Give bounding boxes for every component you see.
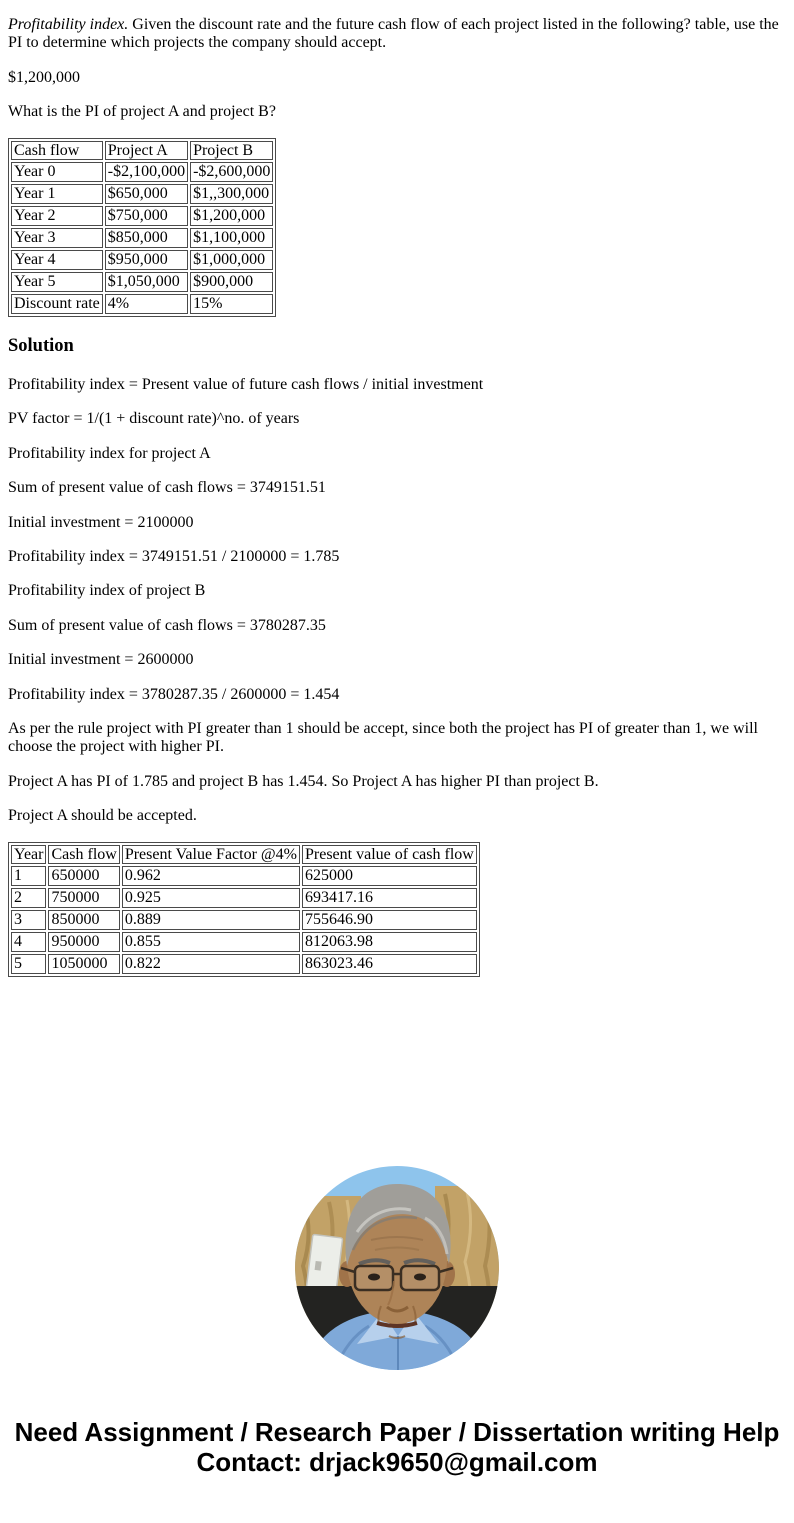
solution-paragraph: Project A should be accepted. (8, 807, 197, 825)
solution-paragraph: Profitability index = 3780287.35 / 2600000 = 1.454 (8, 685, 340, 703)
cell: 0.925 (122, 888, 300, 908)
cell: Year 3 (11, 228, 103, 248)
column-header: Cash flow (11, 141, 103, 161)
cell: 4% (105, 294, 188, 314)
solution-paragraph: Initial investment = 2100000 (8, 513, 194, 531)
cell: 4 (11, 932, 46, 952)
intro-lead-italic: Profitability index. (8, 16, 129, 33)
cell: $1,200,000 (190, 206, 273, 226)
cell: $750,000 (105, 206, 188, 226)
cell: 850000 (48, 910, 119, 930)
table-row (11, 272, 273, 292)
cell: $1,000,000 (190, 250, 273, 270)
cell: Year 1 (11, 184, 103, 204)
project-comparison-table (8, 138, 276, 317)
column-header: Cash flow (48, 845, 119, 865)
solution-paragraph: As per the rule project with PI greater than 1 should be accept, since both the project has PI of greater than 1, we will choose the project with higher PI. (8, 719, 758, 756)
solution-paragraph: Sum of present value of cash flows = 3780287.35 (8, 616, 326, 634)
table-row (11, 162, 273, 182)
cell: Discount rate (11, 294, 103, 314)
solution-paragraph: Profitability index = Present value of future cash flows / initial investment (8, 376, 484, 394)
cell: 0.822 (122, 954, 300, 974)
cell: -$2,100,000 (105, 162, 188, 182)
cell: 1050000 (48, 954, 119, 974)
cell: 0.962 (122, 866, 300, 886)
cell: 2 (11, 888, 46, 908)
present-value-table (8, 842, 480, 977)
cell: 750000 (48, 888, 119, 908)
table-row (11, 184, 273, 204)
column-header: Year (11, 845, 46, 865)
tutor-avatar-image (295, 1166, 499, 1370)
cell: 1 (11, 866, 46, 886)
solution-paragraph: Profitability index of project B (8, 582, 206, 600)
footer-contact-email: Contact: drjack9650@gmail.com (196, 1446, 598, 1477)
table-row (11, 866, 477, 886)
cell: 0.855 (122, 932, 300, 952)
cell: -$2,600,000 (190, 162, 273, 182)
column-header: Project B (190, 141, 273, 161)
cell: 15% (190, 294, 273, 314)
profile-photo (295, 1166, 499, 1370)
column-header: Present value of cash flow (302, 845, 477, 865)
table-header-row (11, 141, 273, 161)
cell: 755646.90 (302, 910, 477, 930)
solution-paragraph: Initial investment = 2600000 (8, 651, 194, 669)
table-row (11, 910, 477, 930)
cell: 3 (11, 910, 46, 930)
cell: 650000 (48, 866, 119, 886)
cell: 0.889 (122, 910, 300, 930)
cell: Year 5 (11, 272, 103, 292)
cell: $950,000 (105, 250, 188, 270)
intro-lead-rest: Given the discount rate and the future cash flow of each project listed in the following? table, use the PI to determine which projects the company should accept. (8, 16, 779, 52)
cell: $850,000 (105, 228, 188, 248)
cell: Year 0 (11, 162, 103, 182)
table-row (11, 888, 477, 908)
solution-paragraph: Profitability index for project A (8, 444, 211, 462)
cell: 625000 (302, 866, 477, 886)
cell: $1,,300,000 (190, 184, 273, 204)
cell: $1,100,000 (190, 228, 273, 248)
column-header: Project A (105, 141, 188, 161)
cell: Year 4 (11, 250, 103, 270)
table-row (11, 250, 273, 270)
cell: 693417.16 (302, 888, 477, 908)
table-row (11, 932, 477, 952)
question-line: What is the PI of project A and project B? (8, 103, 276, 121)
solution-paragraph: Project A has PI of 1.785 and project B has 1.454. So Project A has higher PI than project B. (8, 772, 599, 790)
cell: 5 (11, 954, 46, 974)
table-row (11, 206, 273, 226)
cell: 812063.98 (302, 932, 477, 952)
amount-line: $1,200,000 (8, 68, 80, 86)
cell: $900,000 (190, 272, 273, 292)
solution-paragraph: Profitability index = 3749151.51 / 2100000 = 1.785 (8, 548, 340, 566)
solution-paragraph: Sum of present value of cash flows = 3749151.51 (8, 479, 326, 497)
table-row (11, 954, 477, 974)
column-header: Present Value Factor @4% (122, 845, 300, 865)
intro-paragraph (8, 16, 786, 53)
table-header-row (11, 845, 477, 865)
cell: Year 2 (11, 206, 103, 226)
table-row (11, 294, 273, 314)
solution-heading: Solution (8, 335, 74, 356)
solution-paragraph: PV factor = 1/(1 + discount rate)^no. of years (8, 410, 300, 428)
cell: $1,050,000 (105, 272, 188, 292)
table-row (11, 228, 273, 248)
cell: $650,000 (105, 184, 188, 204)
cell: 863023.46 (302, 954, 477, 974)
footer-banner (8, 1417, 786, 1477)
footer-help-text: Need Assignment / Research Paper / Dissertation writing Help (14, 1416, 780, 1447)
cell: 950000 (48, 932, 119, 952)
